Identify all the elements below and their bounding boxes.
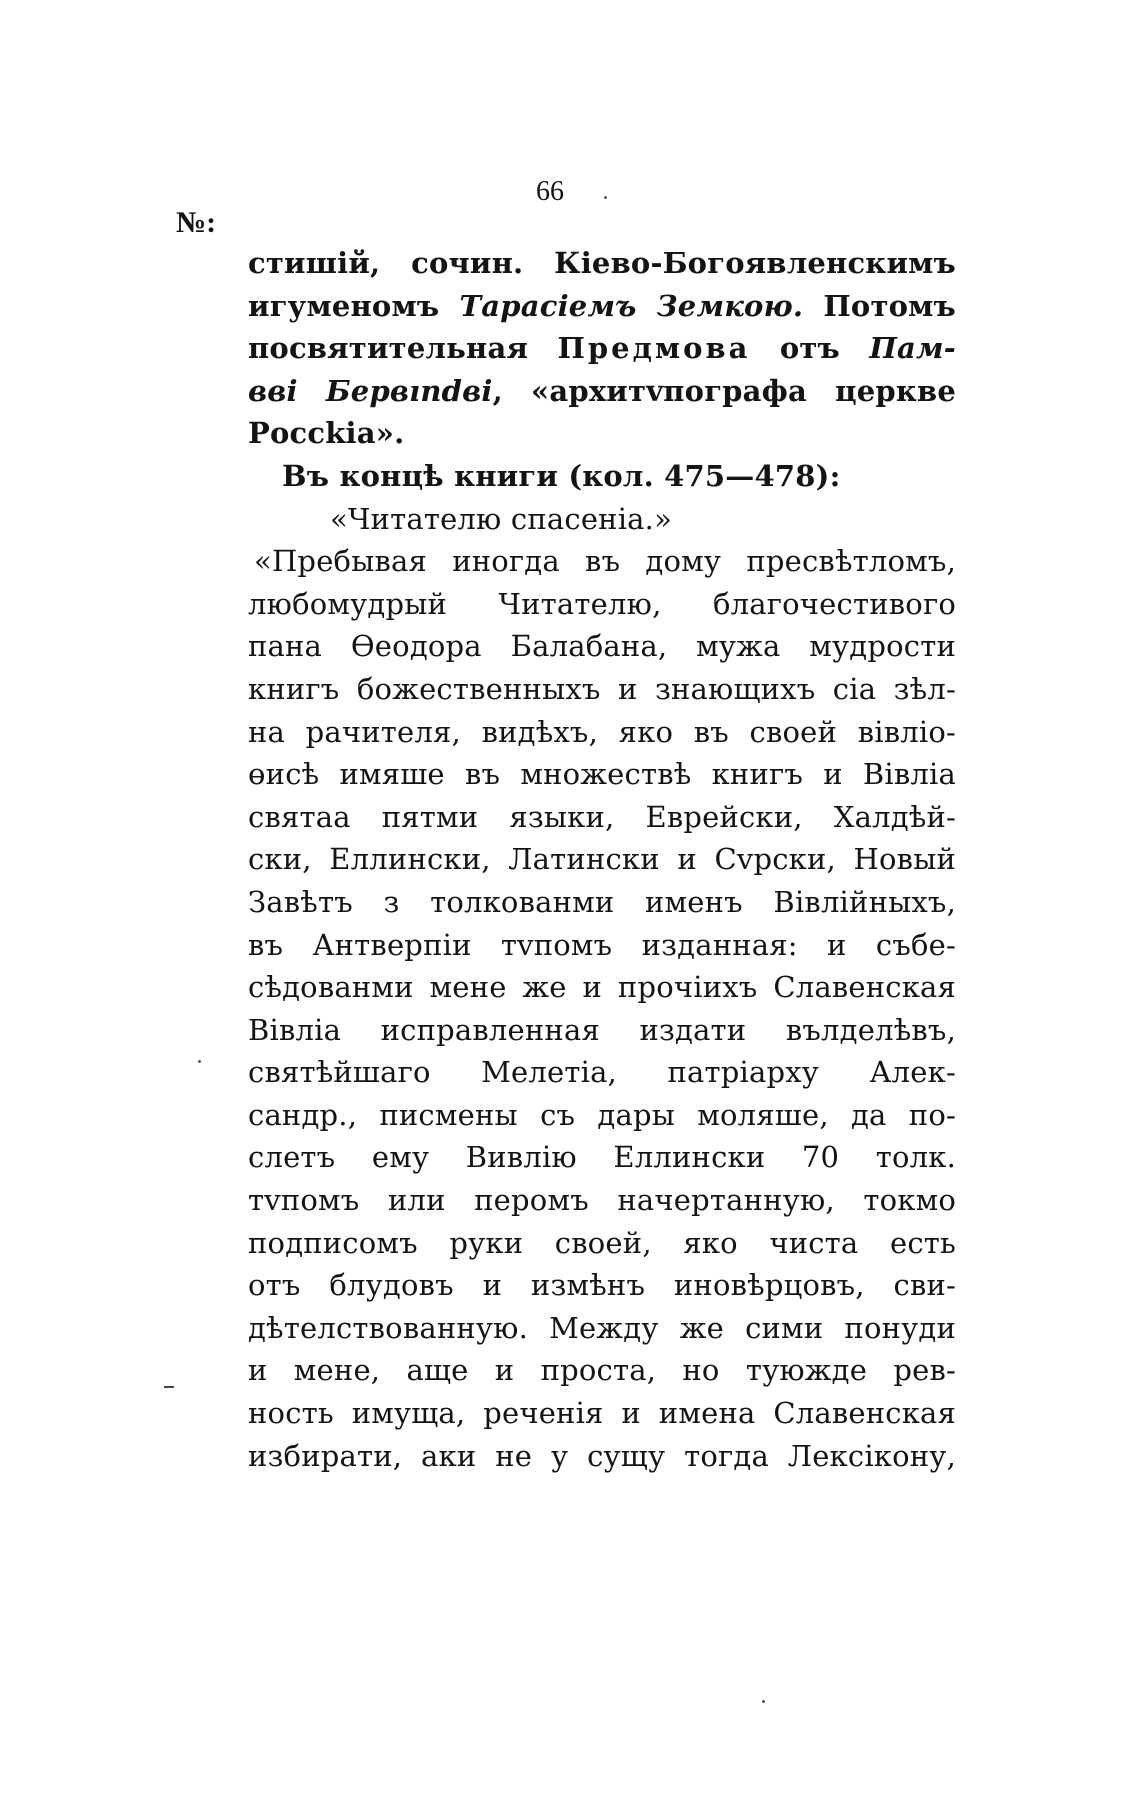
text-line xyxy=(248,668,956,711)
text-line xyxy=(248,1222,956,1265)
text-segment: Въ концѣ книги (кол. 475—478): xyxy=(282,458,841,493)
text-line xyxy=(248,966,956,1009)
body-text xyxy=(248,242,956,1477)
text-segment: , «архитvпографа церкве xyxy=(492,373,956,408)
text-line xyxy=(248,1136,956,1179)
text-segment: тvпомъ или перомъ начертанную, токмо xyxy=(248,1183,956,1218)
page-number: 66 xyxy=(536,176,564,207)
text-line xyxy=(248,1392,956,1435)
text-line xyxy=(248,924,956,967)
text-segment: посвятительная xyxy=(248,331,558,366)
text-line xyxy=(248,583,956,626)
text-line xyxy=(248,412,956,455)
text-segment: пана Өеодора Балабана, мужа мудрости xyxy=(248,629,956,664)
text-segment: стишій, сочин. Кіево-Богоявленскимъ xyxy=(248,246,956,280)
text-line xyxy=(248,1179,956,1222)
text-line xyxy=(248,540,956,583)
text-segment: Вівліа исправленная издати вълделѣвъ, xyxy=(248,1012,956,1047)
text-segment: «Читателю спасеніа.» xyxy=(330,501,673,536)
text-line xyxy=(248,838,956,881)
text-line xyxy=(248,796,956,839)
text-segment: Тарасіемъ Земкою. xyxy=(459,288,804,323)
scan-speck xyxy=(198,1060,201,1063)
text-line xyxy=(248,285,956,328)
scan-mark xyxy=(164,1386,174,1388)
text-segment: и мене, аще и проста, но туюжде рев- xyxy=(248,1353,956,1388)
scan-speck xyxy=(762,1700,765,1703)
text-segment: сандр., писмены съ дары моляше, да по- xyxy=(248,1097,956,1132)
text-line xyxy=(248,242,956,285)
text-segment: любомудрый Читателю, благочестивого xyxy=(248,586,956,621)
text-segment: сѣдованми мене же и прочіихъ Славенская xyxy=(248,970,956,1005)
text-segment: Россkіа». xyxy=(248,416,405,451)
text-line xyxy=(248,1094,956,1137)
text-line xyxy=(248,1051,956,1094)
text-line xyxy=(248,625,956,668)
margin-mark: №: xyxy=(176,206,217,239)
text-segment: дѣтелствованную. Между же сими понуди xyxy=(248,1310,956,1345)
text-line xyxy=(248,1264,956,1307)
text-line xyxy=(248,1349,956,1392)
text-segment: Потомъ xyxy=(803,288,956,323)
text-segment: вві Бервındві xyxy=(248,373,493,408)
text-segment: книгъ божественныхъ и знающихъ сіа зѣл- xyxy=(248,671,956,706)
text-line xyxy=(248,1435,956,1478)
text-line xyxy=(248,1009,956,1052)
text-segment: слетъ ему Вивлію Еллински 70 толк. xyxy=(248,1140,956,1175)
text-segment: отъ xyxy=(750,331,870,366)
text-segment: избирати, аки не у сущу тогда Лексікону, xyxy=(248,1438,956,1473)
text-line xyxy=(248,455,956,498)
text-segment: игуменомъ xyxy=(248,288,460,323)
text-segment: Завѣтъ з толкованми именъ Вівлійныхъ, xyxy=(248,884,956,919)
text-line xyxy=(248,370,956,413)
text-segment: «Пребывая иногда въ дому пресвѣтломъ, xyxy=(254,544,956,579)
text-segment: святаа пятми языки, Еврейски, Халдѣй- xyxy=(248,799,956,834)
text-segment: өиcѣ имяше въ множествѣ книгъ и Вівліа xyxy=(248,757,956,792)
text-segment: ность имуща, реченія и имена Славенская xyxy=(248,1396,956,1431)
text-line xyxy=(248,327,956,370)
text-segment: святѣйшаго Мелетіа, патріарху Алек- xyxy=(248,1055,956,1090)
text-segment: Предмова xyxy=(557,331,751,366)
text-segment: въ Антверпіи тvпомъ изданная: и събе- xyxy=(248,927,956,962)
text-segment: отъ блудовъ и измѣнъ иновѣрцовъ, сви- xyxy=(248,1268,956,1303)
text-line xyxy=(248,498,956,541)
text-segment: Пам- xyxy=(869,331,956,366)
text-segment: на рачителя, видѣхъ, яко въ своей вівліо- xyxy=(248,714,956,749)
text-segment: ски, Еллински, Латински и Сvрски, Новый xyxy=(248,842,956,877)
text-line xyxy=(248,1307,956,1350)
text-line xyxy=(248,753,956,796)
scan-speck xyxy=(604,196,607,199)
text-line xyxy=(248,881,956,924)
text-line xyxy=(248,711,956,754)
text-segment: подписомъ руки своей, яко чиста есть xyxy=(248,1225,956,1260)
